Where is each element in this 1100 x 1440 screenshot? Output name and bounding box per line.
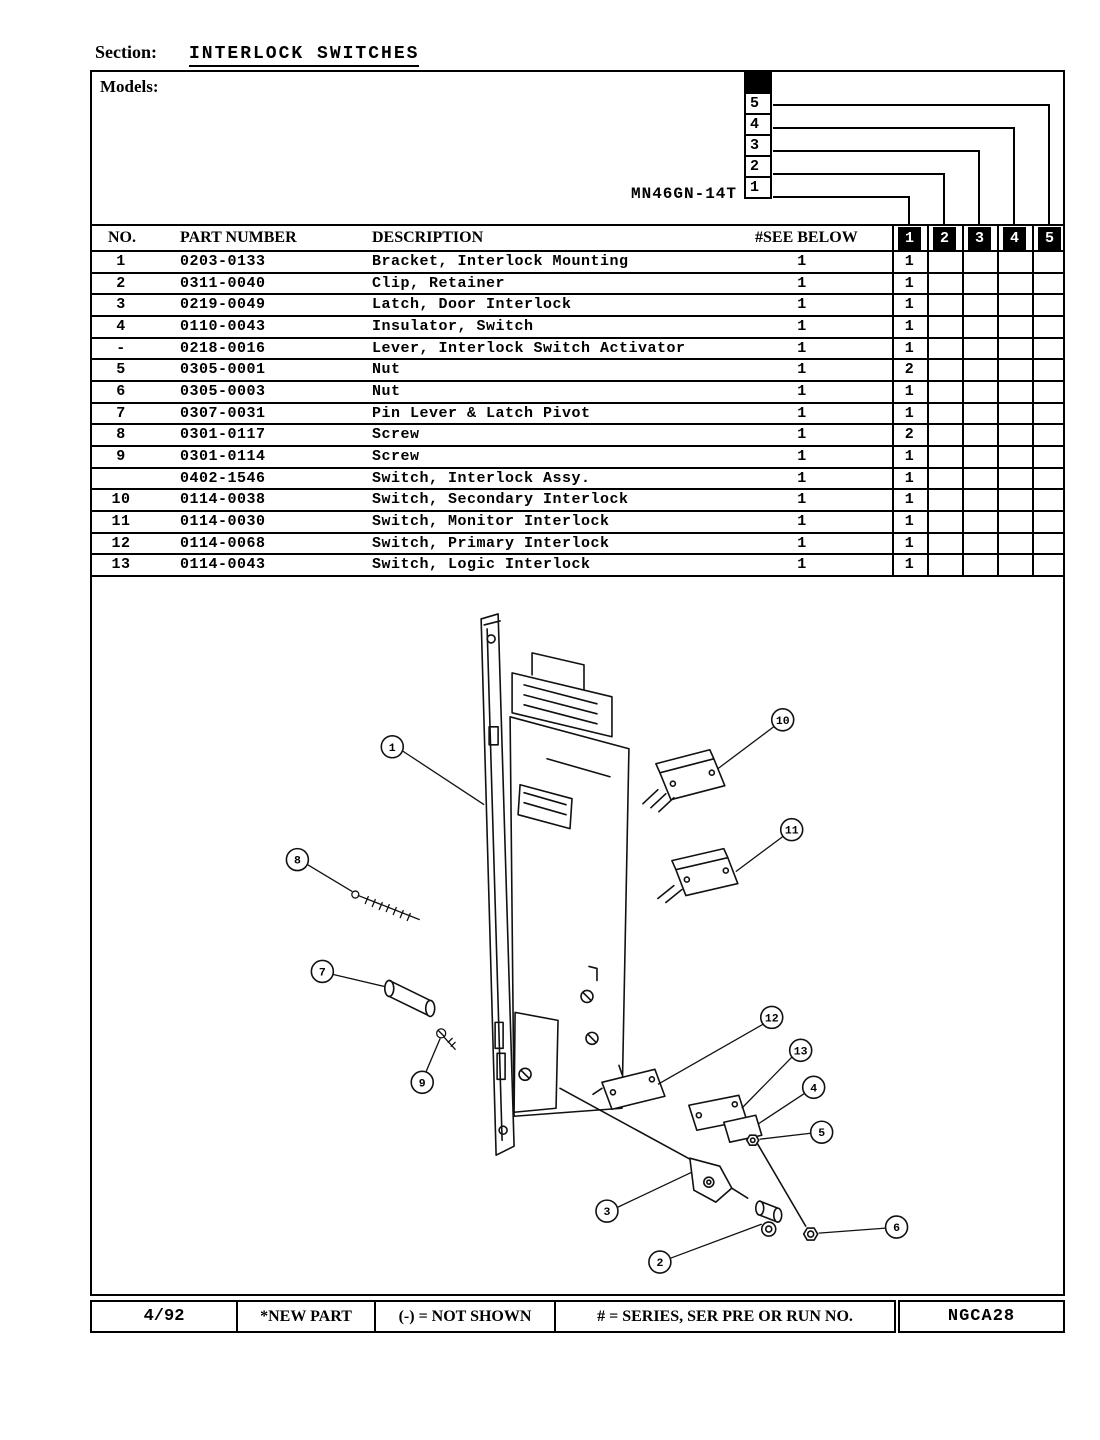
row-see-below: 1 <box>797 512 807 530</box>
row-description: Pin Lever & Latch Pivot <box>372 404 591 422</box>
screw-8-part <box>352 891 419 920</box>
row-description: Screw <box>372 447 420 465</box>
row-part-number: 0307-0031 <box>180 404 266 422</box>
footer-not-shown-note: (-) = NOT SHOWN <box>376 1302 556 1331</box>
series-stack-box-4: 4 <box>744 113 772 136</box>
callout-3 <box>596 1200 618 1222</box>
column-rule <box>962 224 964 577</box>
series-col-5: 5 <box>1038 227 1061 250</box>
callout-12-label: 12 <box>764 1012 779 1026</box>
series-stack-cap <box>744 72 772 94</box>
callout-1 <box>381 736 403 758</box>
row-description: Switch, Logic Interlock <box>372 556 591 574</box>
table-row <box>92 490 1063 512</box>
callout-10 <box>772 709 794 731</box>
footer-series-note: # = SERIES, SER PRE OR RUN NO. <box>597 1308 853 1325</box>
row-qty-series-1: 1 <box>904 296 915 314</box>
row-part-number: 0114-0038 <box>180 491 266 509</box>
row-qty-series-1: 1 <box>904 317 915 335</box>
row-description: Latch, Door Interlock <box>372 296 572 314</box>
row-see-below: 1 <box>797 426 807 444</box>
row-qty-series-1: 1 <box>904 339 915 357</box>
row-part-number: 0301-0114 <box>180 447 266 465</box>
footer-date: 4/92 <box>92 1302 238 1331</box>
page-frame <box>90 70 1065 1296</box>
callout-5 <box>811 1121 833 1143</box>
row-description: Switch, Secondary Interlock <box>372 491 629 509</box>
pin-7-part <box>385 980 435 1016</box>
callout-1-label: 1 <box>388 741 396 755</box>
row-no: 2 <box>116 274 126 292</box>
row-see-below: 1 <box>797 317 807 335</box>
nut-5-part <box>747 1135 759 1145</box>
callout-7 <box>311 960 333 982</box>
series-connector-lines <box>92 72 1067 232</box>
models-label: Models: <box>100 77 159 96</box>
row-see-below: 1 <box>797 361 807 379</box>
row-description: Bracket, Interlock Mounting <box>372 253 629 270</box>
row-part-number: 0305-0001 <box>180 361 266 379</box>
table-row <box>92 512 1063 534</box>
row-see-below: 1 <box>797 382 807 400</box>
pivot-pin-retainer <box>756 1201 782 1236</box>
callout-3-label: 3 <box>603 1206 611 1220</box>
row-part-number: 0301-0117 <box>180 426 266 444</box>
col-description-header: DESCRIPTION <box>372 229 484 246</box>
row-no: 12 <box>111 534 131 552</box>
row-see-below: 1 <box>797 534 807 552</box>
table-row <box>92 469 1063 491</box>
callout-12 <box>761 1006 783 1028</box>
interlock-mounting-bracket <box>481 614 514 1155</box>
row-part-number: 0305-0003 <box>180 382 266 400</box>
parts-diagram <box>92 577 1067 1296</box>
col-see-below-header: #SEE BELOW <box>755 229 858 246</box>
row-no: 4 <box>116 317 126 335</box>
table-row <box>92 252 1063 274</box>
row-part-number: 0402-1546 <box>180 469 266 487</box>
row-part-number: 0110-0043 <box>180 317 266 335</box>
row-qty-series-1: 1 <box>904 382 915 400</box>
row-no: 5 <box>116 361 126 379</box>
table-row <box>92 317 1063 339</box>
row-qty-series-1: 2 <box>904 426 915 444</box>
row-see-below: 1 <box>797 491 807 509</box>
callout-6-label: 6 <box>893 1222 901 1236</box>
callout-2-label: 2 <box>656 1257 664 1271</box>
table-row <box>92 339 1063 361</box>
monitor-interlock-switch <box>658 849 738 903</box>
row-see-below: 1 <box>797 339 807 357</box>
section-title: INTERLOCK SWITCHES <box>189 44 419 67</box>
row-part-number: 0219-0049 <box>180 296 266 314</box>
row-no: 11 <box>111 512 131 530</box>
callout-8 <box>286 849 308 871</box>
footer-bar <box>90 1300 896 1333</box>
row-description: Screw <box>372 426 420 444</box>
table-row <box>92 382 1063 404</box>
callout-8-label: 8 <box>293 854 301 868</box>
row-qty-series-1: 1 <box>904 447 915 465</box>
row-description: Switch, Monitor Interlock <box>372 512 610 530</box>
row-part-number: 0114-0030 <box>180 512 266 530</box>
row-description: Clip, Retainer <box>372 274 506 292</box>
column-rule <box>927 224 929 577</box>
parts-table-rows <box>92 252 1063 577</box>
callout-4 <box>803 1076 825 1098</box>
table-row <box>92 534 1063 556</box>
row-no: 13 <box>111 556 131 574</box>
row-see-below: 1 <box>797 447 807 465</box>
row-no: 1 <box>116 253 126 270</box>
series-col-2: 2 <box>933 227 956 250</box>
column-rule <box>892 224 894 577</box>
row-description: Switch, Interlock Assy. <box>372 469 591 487</box>
table-row <box>92 447 1063 469</box>
column-rule <box>1032 224 1034 577</box>
table-row <box>92 274 1063 296</box>
row-no: 10 <box>111 491 131 509</box>
callout-4-label: 4 <box>810 1082 818 1096</box>
row-part-number: 0311-0040 <box>180 274 266 292</box>
row-see-below: 1 <box>797 253 807 270</box>
col-part-number-header: PART NUMBER <box>180 229 297 246</box>
section-header <box>95 42 419 64</box>
row-qty-series-1: 1 <box>904 404 915 422</box>
row-description: Nut <box>372 361 401 379</box>
callout-6 <box>886 1216 908 1238</box>
row-qty-series-1: 1 <box>904 534 915 552</box>
callout-10-label: 10 <box>775 714 790 728</box>
row-description: Insulator, Switch <box>372 317 534 335</box>
latch-lever-assembly <box>690 1158 748 1202</box>
series-col-3: 3 <box>968 227 991 250</box>
callout-9-label: 9 <box>418 1077 426 1091</box>
table-row <box>92 360 1063 382</box>
series-stack-box-2: 2 <box>744 155 772 178</box>
row-no: 6 <box>116 382 126 400</box>
row-qty-series-1: 1 <box>904 512 915 530</box>
row-description: Switch, Primary Interlock <box>372 534 610 552</box>
row-part-number: 0114-0043 <box>180 556 266 574</box>
column-rule <box>997 224 999 577</box>
row-no: 3 <box>116 296 126 314</box>
row-see-below: 1 <box>797 296 807 314</box>
callout-11 <box>781 819 803 841</box>
series-stack-box-1: 1 <box>744 176 772 199</box>
row-qty-series-1: 1 <box>904 469 915 487</box>
row-part-number: 0114-0068 <box>180 534 266 552</box>
row-see-below: 1 <box>797 404 807 422</box>
section-label: Section: <box>95 42 157 62</box>
row-qty-series-1: 2 <box>904 361 915 379</box>
table-row <box>92 425 1063 447</box>
row-no: 8 <box>116 426 126 444</box>
callout-7-label: 7 <box>318 966 326 980</box>
callout-13-label: 13 <box>793 1045 808 1059</box>
row-no: - <box>116 339 126 357</box>
row-qty-series-1: 1 <box>904 253 915 270</box>
panel-bracket-assembly <box>510 717 629 1116</box>
series-stack <box>744 72 772 199</box>
series-stack-box-5: 5 <box>744 92 772 115</box>
row-description: Nut <box>372 382 401 400</box>
table-row <box>92 404 1063 426</box>
secondary-interlock-switch <box>643 750 725 812</box>
row-qty-series-1: 1 <box>904 491 915 509</box>
row-see-below: 1 <box>797 556 807 574</box>
footer-page-code: NGCA28 <box>898 1300 1065 1333</box>
series-col-4: 4 <box>1003 227 1026 250</box>
series-col-1: 1 <box>898 227 921 250</box>
footer-new-part-note: *NEW PART <box>238 1302 376 1331</box>
callout-9 <box>411 1071 433 1093</box>
series-stack-box-3: 3 <box>744 134 772 157</box>
callout-2 <box>649 1251 671 1273</box>
callout-5-label: 5 <box>818 1127 826 1141</box>
model-number: MN46GN-14T <box>630 185 737 203</box>
table-row <box>92 295 1063 317</box>
diagram-area <box>92 577 1067 1296</box>
row-no: 7 <box>116 404 126 422</box>
row-see-below: 1 <box>797 469 807 487</box>
row-qty-series-1: 1 <box>904 274 915 292</box>
callout-11-label: 11 <box>784 824 799 838</box>
parts-table-header <box>92 224 1063 252</box>
row-description: Lever, Interlock Switch Activator <box>372 339 686 357</box>
row-qty-series-1: 1 <box>904 556 915 574</box>
row-see-below: 1 <box>797 274 807 292</box>
nut-6-part <box>804 1228 818 1240</box>
row-part-number: 0218-0016 <box>180 339 266 357</box>
row-no: 9 <box>116 447 126 465</box>
callout-13 <box>790 1039 812 1061</box>
row-part-number: 0203-0133 <box>180 253 266 270</box>
table-row <box>92 555 1063 577</box>
col-no-header: NO. <box>108 229 136 246</box>
